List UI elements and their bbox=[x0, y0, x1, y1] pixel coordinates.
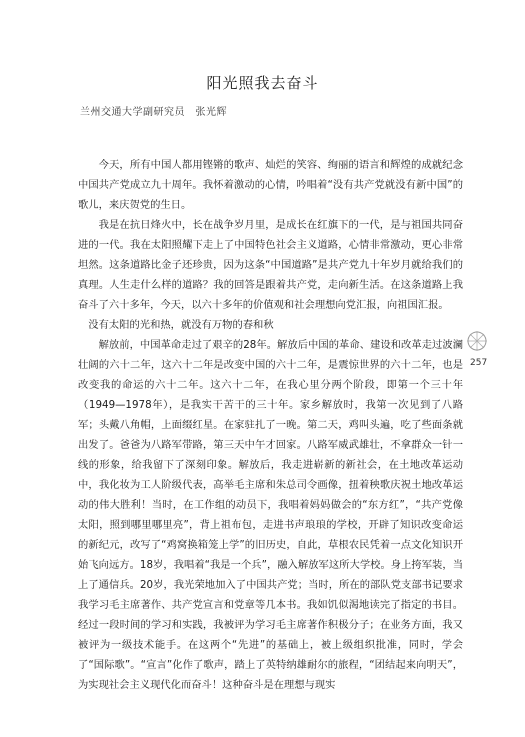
section-subheading: 没有太阳的光和热，就没有万物的春和秋 bbox=[88, 319, 274, 331]
paragraph: 今天，所有中国人都用铿锵的歌声、灿烂的笑容、绚丽的语言和辉煌的成就纪念中国共产党成立九十周年。我怀着激动的心情，吟唱着“没有共产党就没有新中国”的歌儿，来庆贺党的生日。 bbox=[78, 159, 463, 211]
article-body bbox=[78, 155, 463, 695]
paragraph: 解放前，中国革命走过了艰辛的28年。解放后中国的革命、建设和改革走过波澜壮阔的六十二年，这六十二年是改变中国的六十二年，是震惊世界的六十二年，也是改变我的命运的六十二年。这六十二年，在我心里分两个阶段，即第一个三十年（1949—1978年），是我实干苦干的三十年。家乡解放时，我第一次见到了八路军；头戴八角帽，上面缀红星。在家驻扎了一晚。第二天，鸡叫头遍，吃了些面条就出发了。爸爸为八路军带路，第三天中午才回家。八路军威武雄壮，不拿群众一针一线的形象，给我留下了深刻印象。解放后，我走进崭新的新社会，在土地改革运动中，我化妆为工人阶级代表，高举毛主席和朱总司令画像，扭着秧歌庆祝土地改革运动的伟大胜利！当时，在工作组的动员下，我唱着妈妈做会的“东方红”，“共产党像太阳，照到哪里哪里亮”，背上祖布包，走进书声琅琅的学校，开辟了知识改变命运的新纪元，改写了“鸡窝换箱笼上学”的旧历史，自此，草根农民凭着一点文化知识开始飞向远方。18岁，我唱着“我是一个兵”，融入解放军这所大学校。身上挎军装，当上了通信兵。20岁，我光荣地加入了中国共产党；当时，所在的部队党支部书记要求我学习毛主席著作、共产党宣言和党章等几本书。我如饥似渴地读完了指定的书目。经过一段时间的学习和实践，我被评为学习毛主席著作积极分子；在业务方面，我又被评为一级技术能手。在这两个“先进”的基础上，被上级组织批准，同时，学会了“国际歌”。“宣言”化作了歌声，踏上了英特纳雄耐尔的旅程，“团结起来向明天”，为实现社会主义现代化而奋斗！这种奋斗是在理想与现实 bbox=[78, 339, 463, 691]
paragraph: 我是在抗日烽火中，长在战争岁月里，是成长在红旗下的一代，是与祖国共同奋进的一代。我在太阳照耀下走上了中国特色社会主义道路，心情非常激动，更心非常坦然。这条道路比金子还珍贵，因为这条“中国道路”是共产党九十年岁月就给我们的真理。人生走什么样的道路？我的回答是跟着共产党，走向新生活。在这条道路上我奋斗了六十多年，今天，以六十多年的价值观和社会理想向党汇报，向祖国汇报。 bbox=[78, 219, 463, 311]
page-ornament-icon bbox=[466, 330, 488, 352]
author-line: 兰州交通大学副研究员 张光辉 bbox=[80, 107, 227, 118]
article-title: 阳光照我去奋斗 bbox=[206, 74, 319, 92]
page-number: 257 bbox=[470, 358, 488, 368]
